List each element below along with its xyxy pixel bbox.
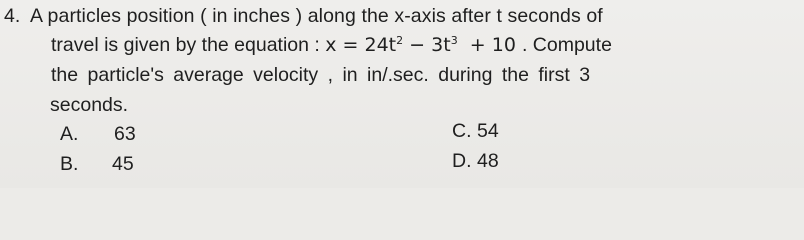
choice-d[interactable]	[452, 149, 499, 173]
choice-b[interactable]	[60, 152, 134, 176]
equation-lhs: x = 24t	[325, 34, 397, 56]
question-number: 4.	[4, 5, 21, 27]
choice-d-letter: D.	[452, 150, 472, 172]
equation	[325, 34, 522, 56]
equation-exponent-1: 2	[396, 34, 404, 47]
choice-a-letter: A.	[60, 123, 79, 145]
question-line-4: seconds.	[50, 94, 129, 116]
choice-a-value: 63	[114, 123, 136, 145]
equation-exponent-2: 3	[450, 34, 458, 47]
choice-b-letter: B.	[60, 153, 79, 175]
choice-c-letter: C.	[452, 120, 472, 142]
choice-b-value: 45	[112, 153, 134, 175]
choice-a[interactable]	[60, 122, 136, 146]
choice-c-value: 54	[477, 120, 499, 142]
equation-rhs: + 10	[457, 34, 516, 56]
question-line-1: A particles position ( in inches ) along the x-axis after t seconds of	[30, 5, 603, 27]
choice-c[interactable]	[452, 119, 499, 143]
equation-mid: − 3t	[403, 34, 451, 56]
choice-d-value: 48	[477, 150, 499, 172]
question-line-2	[51, 33, 612, 57]
question-line-3: the particle's average velocity , in in/.sec. during the first 3	[51, 64, 591, 86]
question-line-2-prefix: travel is given by the equation :	[51, 34, 320, 56]
question-line-2-suffix: . Compute	[521, 34, 612, 56]
